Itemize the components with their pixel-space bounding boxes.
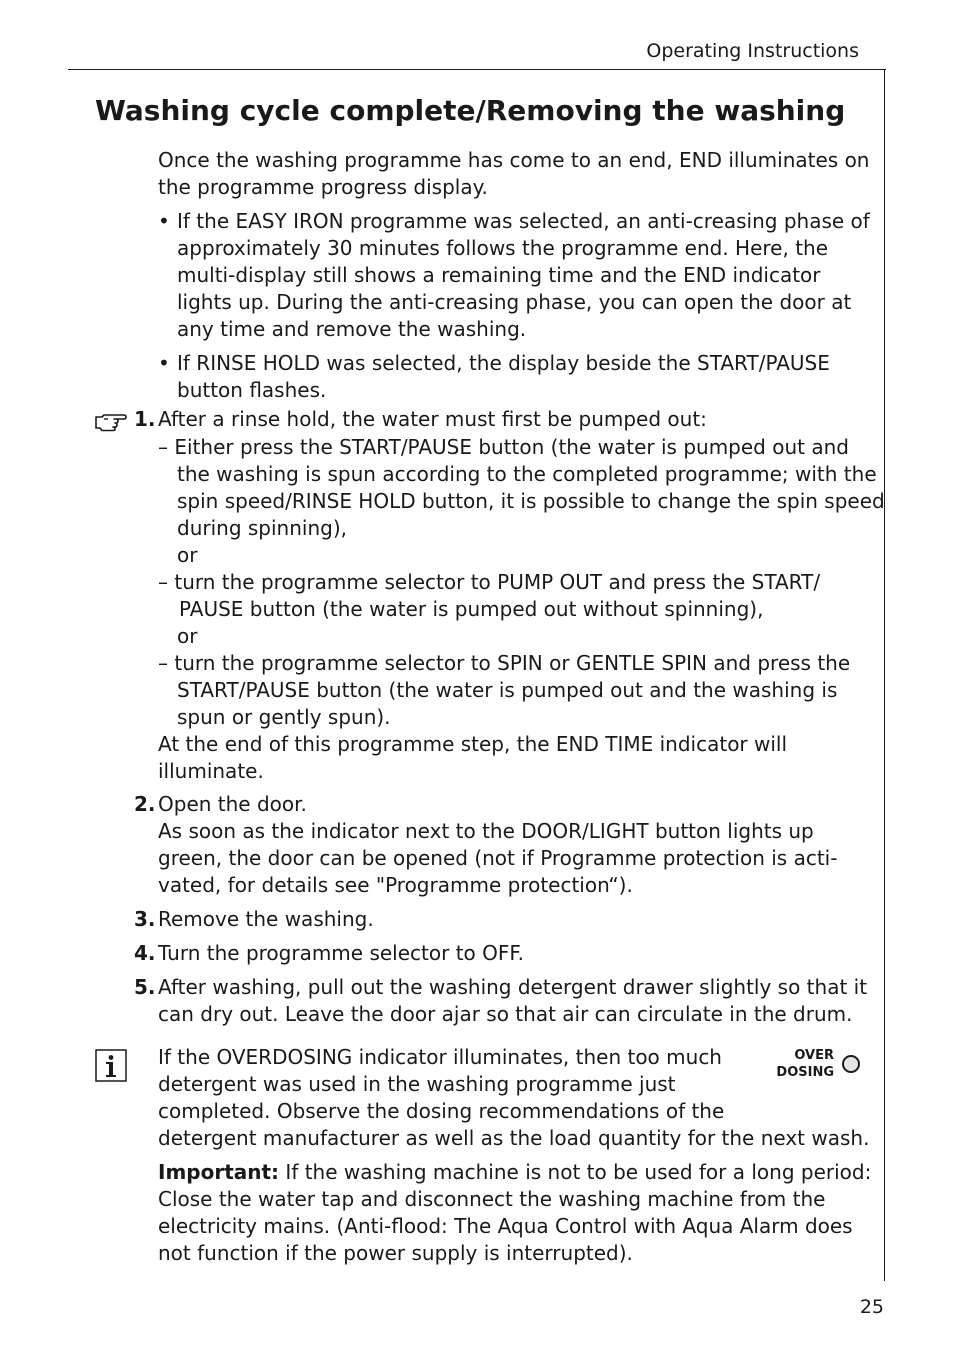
bullet-line: If the EASY IRON programme was selected, an anti-creasing phase of	[177, 209, 870, 233]
step-number: 3.	[134, 907, 156, 931]
option-line: – Either press the START/PAUSE button (the water is pumped out and	[158, 435, 849, 459]
option-line: spin speed/RINSE HOLD button, it is possible to change the spin speed	[177, 489, 885, 513]
step-text: Open the door.	[158, 792, 307, 816]
option-line: START/PAUSE button (the water is pumped out and the washing is	[177, 678, 838, 702]
step-number: 2.	[134, 792, 156, 816]
step-text: vated, for details see "Programme protection“).	[158, 873, 633, 897]
intro-line: the programme progress display.	[158, 175, 488, 199]
option-line: the washing is spun according to the completed programme; with the	[177, 462, 877, 486]
important-line: Close the water tap and disconnect the washing machine from the	[158, 1187, 826, 1211]
step-text: As soon as the indicator next to the DOOR/LIGHT button lights up	[158, 819, 814, 843]
option-line: or	[177, 543, 198, 567]
overdosing-indicator-label	[770, 1047, 834, 1081]
important-line	[158, 1159, 871, 1186]
option-line: – turn the programme selector to SPIN or GENTLE SPIN and press the	[158, 651, 851, 675]
running-header: Operating Instructions	[646, 40, 859, 62]
info-line: detergent manufacturer as well as the load quantity for the next wash.	[158, 1126, 870, 1150]
step-number: 1.	[134, 407, 156, 431]
important-text: If the washing machine is not to be used for a long period:	[279, 1160, 872, 1184]
option-line: during spinning),	[177, 516, 347, 540]
step-text: After a rinse hold, the water must first be pumped out:	[158, 407, 707, 431]
indicator-label-line: OVER	[794, 1048, 834, 1063]
step-text: After washing, pull out the washing detergent drawer slightly so that it	[158, 975, 868, 999]
page-title: Washing cycle complete/Removing the washing	[95, 94, 846, 127]
bullet-marker: •	[158, 209, 170, 233]
overdosing-indicator-light-icon	[842, 1055, 860, 1073]
important-label: Important:	[158, 1160, 280, 1184]
margin-rule	[884, 69, 885, 1281]
bullet-line: If RINSE HOLD was selected, the display beside the START/PAUSE	[177, 351, 830, 375]
page-number: 25	[859, 1296, 884, 1318]
info-line: completed. Observe the dosing recommendations of the	[158, 1099, 725, 1123]
step-text: Turn the programme selector to OFF.	[158, 941, 525, 965]
important-line: electricity mains. (Anti-flood: The Aqua Control with Aqua Alarm does	[158, 1214, 853, 1238]
header-rule	[68, 69, 886, 70]
intro-line: Once the washing programme has come to an end, END illuminates on	[158, 148, 870, 172]
bullet-line: approximately 30 minutes follows the programme end. Here, the	[177, 236, 829, 260]
option-line: spun or gently spun).	[177, 705, 391, 729]
step-number: 4.	[134, 941, 156, 965]
bullet-marker: •	[158, 351, 170, 375]
step-number: 5.	[134, 975, 156, 999]
info-icon	[95, 1049, 127, 1082]
step-text: Remove the washing.	[158, 907, 374, 931]
step-text: can dry out. Leave the door ajar so that air can circulate in the drum.	[158, 1002, 853, 1026]
bullet-line: any time and remove the washing.	[177, 317, 527, 341]
step-text: green, the door can be opened (not if Programme protection is acti-	[158, 846, 838, 870]
bullet-line: multi-display still shows a remaining time and the END indicator	[177, 263, 821, 287]
info-line: If the OVERDOSING indicator illuminates, then too much	[158, 1045, 722, 1069]
step-note: At the end of this programme step, the END TIME indicator will	[158, 732, 788, 756]
step-note: illuminate.	[158, 759, 264, 783]
option-line: PAUSE button (the water is pumped out without spinning),	[179, 597, 764, 621]
important-line: not function if the power supply is interrupted).	[158, 1241, 633, 1265]
pointing-hand-icon	[94, 408, 128, 432]
option-line: – turn the programme selector to PUMP OUT and press the START/	[158, 570, 821, 594]
bullet-line: button flashes.	[177, 378, 327, 402]
option-line: or	[177, 624, 198, 648]
info-line: detergent was used in the washing programme just	[158, 1072, 676, 1096]
bullet-line: lights up. During the anti-creasing phase, you can open the door at	[177, 290, 852, 314]
indicator-label-line: DOSING	[776, 1065, 834, 1080]
